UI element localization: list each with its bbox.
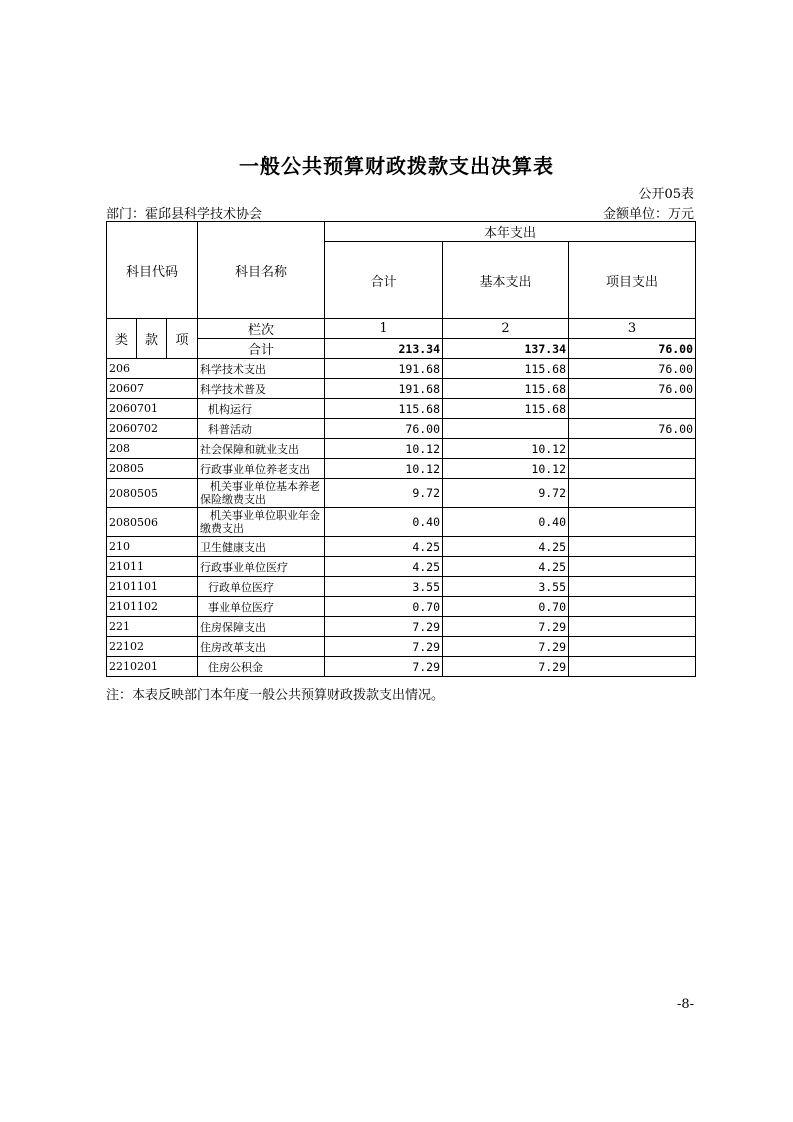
row-project xyxy=(569,657,696,677)
total-label: 合计 xyxy=(198,339,325,359)
table-row xyxy=(107,577,696,597)
table-row xyxy=(107,359,696,379)
row-name: 卫生健康支出 xyxy=(198,537,325,557)
row-total: 115.68 xyxy=(325,399,443,419)
header-current-year: 本年支出 xyxy=(325,222,696,242)
header-project: 项目支出 xyxy=(569,242,696,319)
table-row xyxy=(107,657,696,677)
row-code: 20805 xyxy=(107,459,198,479)
row-basic: 7.29 xyxy=(443,617,569,637)
row-code: 22102 xyxy=(107,637,198,657)
row-project: 76.00 xyxy=(569,359,696,379)
row-code: 2080505 xyxy=(107,479,198,508)
row-name: 机关事业单位基本养老保险缴费支出 xyxy=(198,479,325,508)
row-total: 9.72 xyxy=(325,479,443,508)
table-row xyxy=(107,419,696,439)
row-total: 4.25 xyxy=(325,537,443,557)
row-project: 76.00 xyxy=(569,419,696,439)
row-name: 机构运行 xyxy=(198,399,325,419)
header-col-1: 1 xyxy=(325,319,443,339)
header-col-3: 3 xyxy=(569,319,696,339)
row-code: 2210201 xyxy=(107,657,198,677)
row-project xyxy=(569,508,696,537)
row-name: 科学技术支出 xyxy=(198,359,325,379)
row-code: 206 xyxy=(107,359,198,379)
total-basic: 137.34 xyxy=(443,339,569,359)
row-basic: 115.68 xyxy=(443,399,569,419)
total-value: 213.34 xyxy=(325,339,443,359)
row-basic: 0.40 xyxy=(443,508,569,537)
row-name: 行政事业单位养老支出 xyxy=(198,459,325,479)
table-row xyxy=(107,537,696,557)
row-project xyxy=(569,617,696,637)
row-basic: 7.29 xyxy=(443,637,569,657)
table-row xyxy=(107,637,696,657)
row-project xyxy=(569,537,696,557)
row-project xyxy=(569,439,696,459)
row-name: 社会保障和就业支出 xyxy=(198,439,325,459)
header-col-2: 2 xyxy=(443,319,569,339)
row-total: 3.55 xyxy=(325,577,443,597)
row-total: 191.68 xyxy=(325,359,443,379)
row-name: 住房改革支出 xyxy=(198,637,325,657)
table-row xyxy=(107,508,696,537)
row-basic: 115.68 xyxy=(443,359,569,379)
row-basic: 3.55 xyxy=(443,577,569,597)
row-code: 2080506 xyxy=(107,508,198,537)
row-total: 10.12 xyxy=(325,459,443,479)
row-basic xyxy=(443,419,569,439)
row-name: 行政事业单位医疗 xyxy=(198,557,325,577)
header-kuan: 款 xyxy=(137,319,167,359)
table-row xyxy=(107,617,696,637)
unit-label: 金额单位：万元 xyxy=(602,207,694,222)
table-row xyxy=(107,597,696,617)
row-name: 住房保障支出 xyxy=(198,617,325,637)
row-basic: 0.70 xyxy=(443,597,569,617)
table-row xyxy=(107,479,696,508)
row-code: 221 xyxy=(107,617,198,637)
table-row xyxy=(107,399,696,419)
row-code: 2101101 xyxy=(107,577,198,597)
row-basic: 4.25 xyxy=(443,557,569,577)
row-basic: 10.12 xyxy=(443,459,569,479)
form-code: 公开05表 xyxy=(638,187,694,202)
row-basic: 7.29 xyxy=(443,657,569,677)
row-code: 20607 xyxy=(107,379,198,399)
row-project: 76.00 xyxy=(569,379,696,399)
row-total: 0.40 xyxy=(325,508,443,537)
row-project xyxy=(569,479,696,508)
row-name: 科普活动 xyxy=(198,419,325,439)
row-total: 76.00 xyxy=(325,419,443,439)
header-xiang: 项 xyxy=(167,319,198,359)
row-project xyxy=(569,399,696,419)
table-row xyxy=(107,557,696,577)
row-basic: 4.25 xyxy=(443,537,569,557)
footnote: 注：本表反映部门本年度一般公共预算财政拨款支出情况。 xyxy=(106,688,445,703)
row-project xyxy=(569,637,696,657)
row-name: 科学技术普及 xyxy=(198,379,325,399)
row-name: 住房公积金 xyxy=(198,657,325,677)
row-code: 208 xyxy=(107,439,198,459)
header-name: 科目名称 xyxy=(198,222,325,319)
table-row xyxy=(107,379,696,399)
table-row xyxy=(107,459,696,479)
row-total: 7.29 xyxy=(325,617,443,637)
header-basic: 基本支出 xyxy=(443,242,569,319)
row-total: 4.25 xyxy=(325,557,443,577)
row-basic: 115.68 xyxy=(443,379,569,399)
document-title: 一般公共预算财政拨款支出决算表 xyxy=(239,154,554,178)
header-code: 科目代码 xyxy=(107,222,198,319)
expenditure-table xyxy=(106,221,696,677)
row-basic: 9.72 xyxy=(443,479,569,508)
row-project xyxy=(569,597,696,617)
total-project: 76.00 xyxy=(569,339,696,359)
row-code: 2101102 xyxy=(107,597,198,617)
header-lanci: 栏次 xyxy=(198,319,325,339)
header-total: 合计 xyxy=(325,242,443,319)
row-code: 2060701 xyxy=(107,399,198,419)
row-project xyxy=(569,577,696,597)
row-basic: 10.12 xyxy=(443,439,569,459)
row-code: 21011 xyxy=(107,557,198,577)
row-total: 10.12 xyxy=(325,439,443,459)
department-label: 部门：霍邱县科学技术协会 xyxy=(106,207,263,222)
page-number: -8- xyxy=(676,997,694,1012)
row-code: 2060702 xyxy=(107,419,198,439)
row-name: 机关事业单位职业年金缴费支出 xyxy=(198,508,325,537)
header-lei: 类 xyxy=(107,319,137,359)
row-code: 210 xyxy=(107,537,198,557)
table-row xyxy=(107,439,696,459)
row-project xyxy=(569,459,696,479)
row-name: 行政单位医疗 xyxy=(198,577,325,597)
row-total: 7.29 xyxy=(325,637,443,657)
row-total: 0.70 xyxy=(325,597,443,617)
row-project xyxy=(569,557,696,577)
row-total: 7.29 xyxy=(325,657,443,677)
row-name: 事业单位医疗 xyxy=(198,597,325,617)
row-total: 191.68 xyxy=(325,379,443,399)
